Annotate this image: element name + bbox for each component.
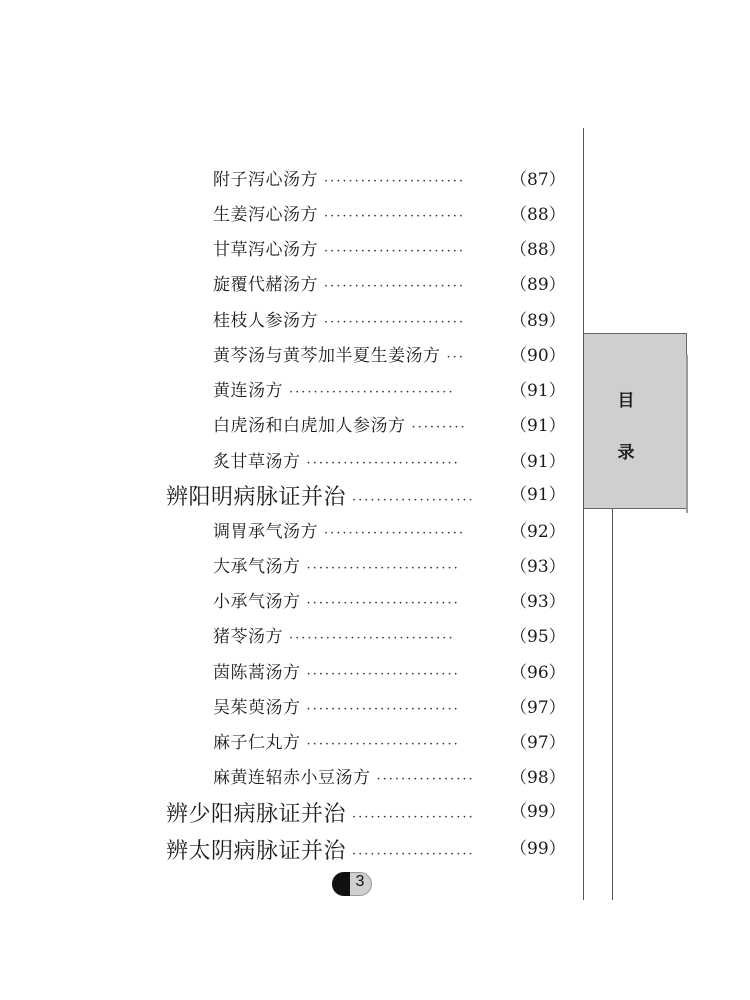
section-tab	[584, 333, 687, 509]
toc-entry-page: （88）	[510, 240, 566, 260]
page-number: 3	[355, 873, 365, 890]
leader-dots: ················	[376, 772, 475, 787]
toc-entry-page: （97）	[510, 733, 566, 753]
toc-entry[interactable]	[213, 728, 566, 753]
toc-entry-title: 茵陈蒿汤方	[213, 663, 301, 683]
toc-entry-page: （96）	[510, 663, 566, 683]
toc-entry[interactable]	[213, 517, 566, 542]
toc-entry-page: （99）	[510, 802, 566, 822]
toc-entry-title: 桂枝人参汤方	[213, 311, 318, 331]
toc-entry[interactable]	[213, 411, 566, 436]
toc-entry-title: 甘草泻心汤方	[213, 240, 318, 260]
toc-entry-title: 生姜泻心汤方	[213, 205, 318, 225]
toc-entry[interactable]	[213, 200, 566, 225]
leader-dots: ·······················	[324, 174, 466, 189]
margin-rule	[583, 128, 584, 900]
toc-entry[interactable]	[213, 447, 566, 472]
toc-entry-page: （99）	[510, 839, 566, 859]
toc-entry-page: （87）	[510, 170, 566, 190]
toc-entry-title: 黄连汤方	[213, 381, 283, 401]
toc-entry[interactable]	[213, 552, 566, 577]
toc-section-entry[interactable]	[166, 480, 566, 511]
toc-entry-title: 炙甘草汤方	[213, 452, 301, 472]
toc-entry-page: （93）	[510, 592, 566, 612]
toc-section-entry[interactable]	[166, 797, 566, 828]
toc-entry-page: （91）	[510, 485, 566, 505]
section-tab-char: 目	[617, 391, 635, 411]
margin-rule-inner	[612, 490, 613, 900]
toc-entry-title: 吴茱萸汤方	[213, 698, 301, 718]
leader-dots: ·······················	[324, 244, 466, 259]
toc-entry-page: （97）	[510, 698, 566, 718]
toc-section-title: 辨阳明病脉证并治	[166, 485, 347, 510]
leader-dots: ·························	[306, 702, 460, 717]
leader-dots: ···	[446, 350, 465, 365]
toc-entry-page: （93）	[510, 557, 566, 577]
toc-entry-title: 麻黄连轺赤小豆汤方	[213, 768, 371, 788]
section-tab-char: 录	[617, 443, 635, 463]
leader-dots: ·········	[411, 420, 467, 435]
toc-entry-title: 旋覆代赭汤方	[213, 275, 318, 295]
leader-dots: ·······················	[324, 315, 466, 330]
toc-entry[interactable]	[213, 270, 566, 295]
toc-entry-title: 附子泻心汤方	[213, 170, 318, 190]
leader-dots: ····················	[352, 847, 475, 862]
leader-dots: ·························	[306, 737, 460, 752]
toc-entry[interactable]	[213, 165, 566, 190]
toc-entry-title: 猪苓汤方	[213, 627, 283, 647]
toc-entry[interactable]	[213, 622, 566, 647]
toc-entry-title: 调胃承气汤方	[213, 522, 318, 542]
toc-entry-page: （91）	[510, 381, 566, 401]
leader-dots: ·······················	[324, 526, 466, 541]
toc-section-title: 辨少阳病脉证并治	[166, 802, 347, 827]
leader-dots: ·························	[306, 596, 460, 611]
toc-entry-title: 大承气汤方	[213, 557, 301, 577]
toc-entry[interactable]	[213, 763, 566, 788]
toc-entry-page: （89）	[510, 311, 566, 331]
toc-entry-page: （90）	[510, 346, 566, 366]
leader-dots: ····················	[352, 810, 475, 825]
leader-dots: ···························	[289, 631, 455, 646]
toc-entry-page: （88）	[510, 205, 566, 225]
leader-dots: ·························	[306, 561, 460, 576]
toc-entry[interactable]	[213, 587, 566, 612]
toc-entry-title: 黄芩汤与黄芩加半夏生姜汤方	[213, 346, 441, 366]
toc-entry-title: 小承气汤方	[213, 592, 301, 612]
toc-entry[interactable]	[213, 376, 566, 401]
toc-section-entry[interactable]	[166, 834, 566, 865]
toc-entry-page: （92）	[510, 522, 566, 542]
leader-dots: ·······················	[324, 279, 466, 294]
toc-entry[interactable]	[213, 235, 566, 260]
toc-entry[interactable]	[213, 306, 566, 331]
toc-entry[interactable]	[213, 693, 566, 718]
leader-dots: ·························	[306, 456, 460, 471]
toc-entry[interactable]	[213, 341, 566, 366]
toc-entry-page: （98）	[510, 768, 566, 788]
leader-dots: ·························	[306, 667, 460, 682]
toc-entry-page: （89）	[510, 275, 566, 295]
toc-entry-page: （95）	[510, 627, 566, 647]
toc-entry-page: （91）	[510, 452, 566, 472]
leader-dots: ····················	[352, 493, 475, 508]
toc-entry-title: 白虎汤和白虎加人参汤方	[213, 416, 406, 436]
toc-section-title: 辨太阴病脉证并治	[166, 839, 347, 864]
toc-entry-page: （91）	[510, 416, 566, 436]
leader-dots: ···························	[289, 385, 455, 400]
toc-entry[interactable]	[213, 658, 566, 683]
leader-dots: ·······················	[324, 209, 466, 224]
section-tab-shadow	[686, 355, 688, 513]
toc-entry-title: 麻子仁丸方	[213, 733, 301, 753]
